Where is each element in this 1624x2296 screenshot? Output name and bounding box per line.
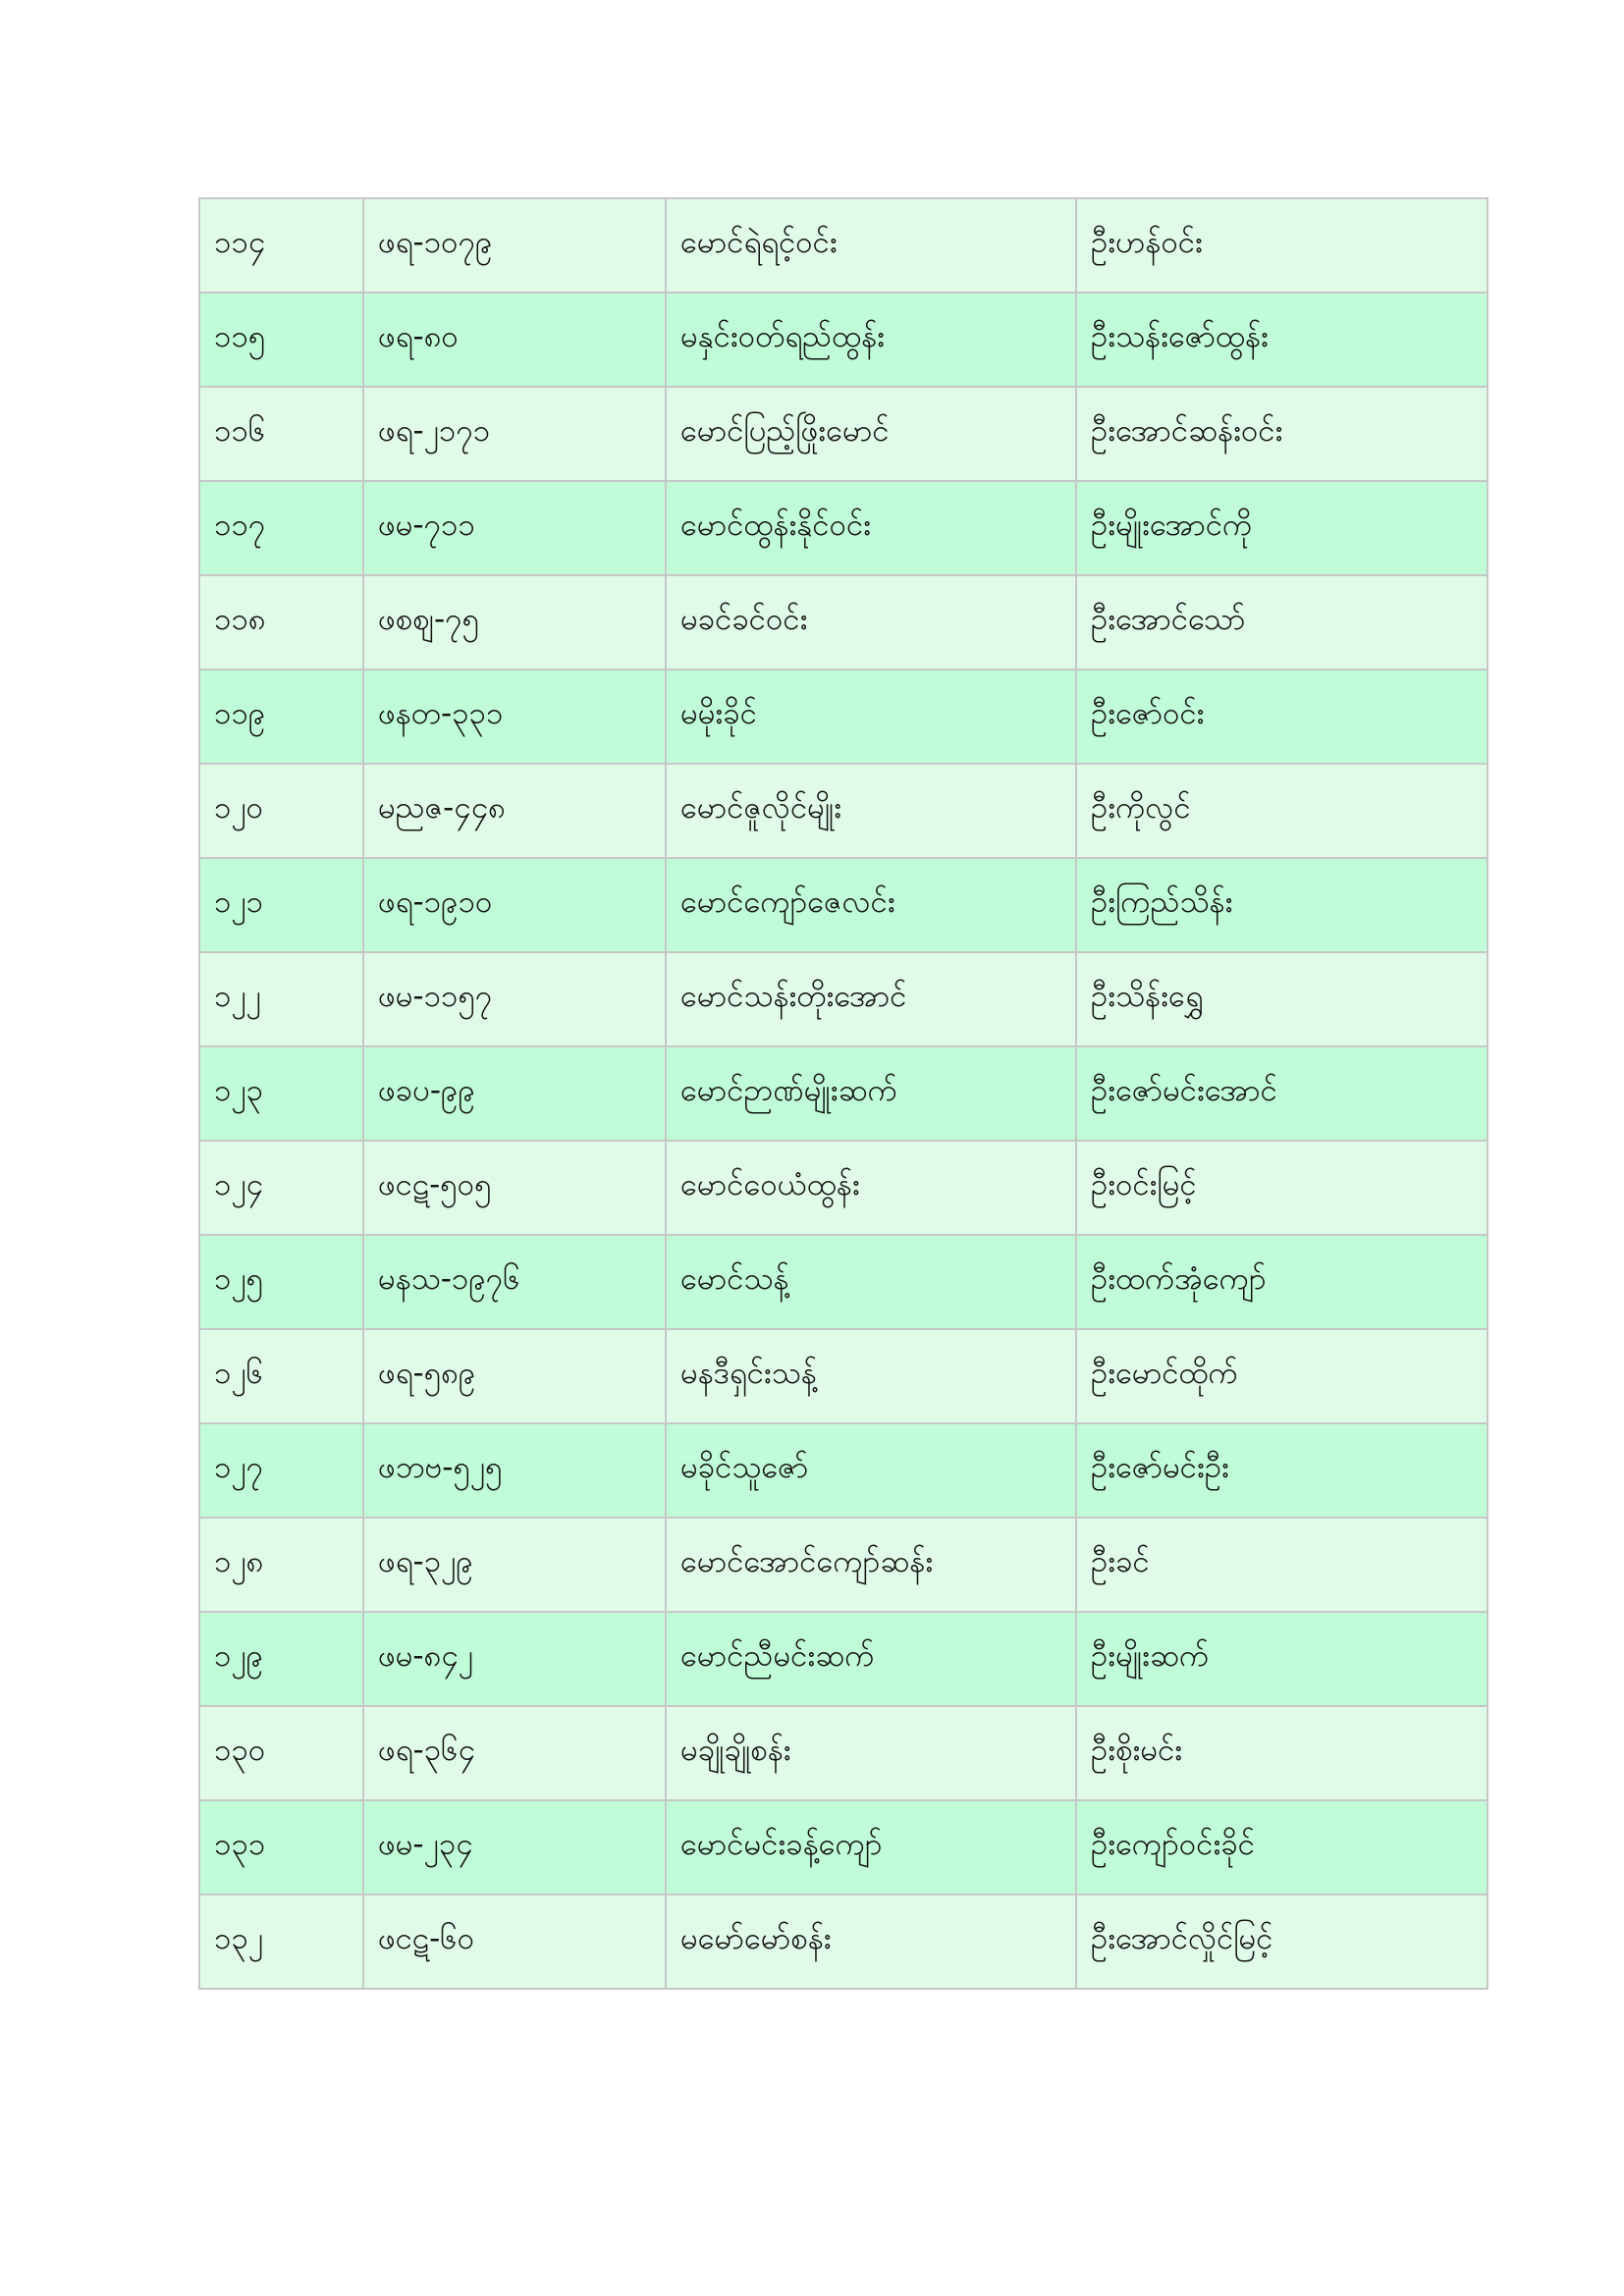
father-name-cell: ဦးကျော်ဝင်းခိုင် [1076, 1800, 1488, 1895]
id-number-cell: ဖရ-၂၁၇၁ [363, 387, 666, 481]
father-name-cell: ဦးဝင်းမြင့် [1076, 1141, 1488, 1235]
row-number-cell: ၁၁၄ [199, 198, 363, 293]
id-number-cell: ဖမ-၇၁၁ [363, 481, 666, 575]
table-row [199, 952, 1488, 1046]
table-row [199, 293, 1488, 387]
table-row [199, 1800, 1488, 1895]
row-number-cell: ၁၂၉ [199, 1612, 363, 1706]
row-number-cell: ၁၁၇ [199, 481, 363, 575]
row-number-cell: ၁၂၀ [199, 764, 363, 858]
student-name-cell: မနှင်းဝတ်ရည်ထွန်း [666, 293, 1076, 387]
father-name-cell: ဦးသန်းဇော်ထွန်း [1076, 293, 1488, 387]
student-name-cell: မောင်ရဲရင့်ဝင်း [666, 198, 1076, 293]
id-number-cell: ဖမ-၁၁၅၇ [363, 952, 666, 1046]
row-number-cell: ၁၃၂ [199, 1895, 363, 1989]
student-roster-table [198, 197, 1489, 1990]
table-row [199, 764, 1488, 858]
father-name-cell: ဦးကြည်သိန်း [1076, 858, 1488, 952]
table-row [199, 1518, 1488, 1612]
table-row [199, 1046, 1488, 1141]
student-name-cell: မခိုင်သူဇော် [666, 1423, 1076, 1518]
id-number-cell: မညဇ-၄၄၈ [363, 764, 666, 858]
student-name-cell: မနဒီရှင်းသန့် [666, 1329, 1076, 1423]
student-name-cell: မမော်မော်စန်း [666, 1895, 1076, 1989]
row-number-cell: ၁၂၃ [199, 1046, 363, 1141]
table-row [199, 1706, 1488, 1800]
id-number-cell: ဖငဋ-၆၀ [363, 1895, 666, 1989]
student-name-cell: မချိုချိုစန်း [666, 1706, 1076, 1800]
roster-body [199, 198, 1488, 1989]
table-row [199, 1235, 1488, 1329]
table-row [199, 198, 1488, 293]
father-name-cell: ဦးအောင်ဆန်းဝင်း [1076, 387, 1488, 481]
id-number-cell: ဖရ-၈၀ [363, 293, 666, 387]
id-number-cell: ဖစဈ-၇၅ [363, 575, 666, 669]
row-number-cell: ၁၂၇ [199, 1423, 363, 1518]
father-name-cell: ဦးမောင်ထိုက် [1076, 1329, 1488, 1423]
id-number-cell: ဖမ-၈၄၂ [363, 1612, 666, 1706]
student-name-cell: မောင်ဇူလိုင်မျိုး [666, 764, 1076, 858]
father-name-cell: ဦးထက်အုံကျော် [1076, 1235, 1488, 1329]
student-name-cell: မောင်ပြည့်ဖြိုးမောင် [666, 387, 1076, 481]
id-number-cell: ဖနတ-၃၃၁ [363, 669, 666, 764]
row-number-cell: ၁၂၅ [199, 1235, 363, 1329]
table-row [199, 481, 1488, 575]
student-name-cell: မောင်ဉာဏ်မျိုးဆက် [666, 1046, 1076, 1141]
row-number-cell: ၁၂၁ [199, 858, 363, 952]
row-number-cell: ၁၂၆ [199, 1329, 363, 1423]
student-name-cell: မောင်ဝေယံထွန်း [666, 1141, 1076, 1235]
father-name-cell: ဦးဇော်ဝင်း [1076, 669, 1488, 764]
id-number-cell: မနသ-၁၉၇၆ [363, 1235, 666, 1329]
table-row [199, 575, 1488, 669]
id-number-cell: ဖမ-၂၃၄ [363, 1800, 666, 1895]
student-name-cell: မောင်ညီမင်းဆက် [666, 1612, 1076, 1706]
row-number-cell: ၁၁၈ [199, 575, 363, 669]
id-number-cell: ဖရ-၃၂၉ [363, 1518, 666, 1612]
table-row [199, 1895, 1488, 1989]
table-row [199, 1423, 1488, 1518]
father-name-cell: ဦးမျိုးအောင်ကို [1076, 481, 1488, 575]
id-number-cell: ဖငဋ-၅၀၅ [363, 1141, 666, 1235]
row-number-cell: ၁၁၅ [199, 293, 363, 387]
row-number-cell: ၁၃၁ [199, 1800, 363, 1895]
father-name-cell: ဦးအောင်သော် [1076, 575, 1488, 669]
student-name-cell: မခင်ခင်ဝင်း [666, 575, 1076, 669]
father-name-cell: ဦးခင် [1076, 1518, 1488, 1612]
row-number-cell: ၁၁၉ [199, 669, 363, 764]
id-number-cell: ဖရ-၃၆၄ [363, 1706, 666, 1800]
father-name-cell: ဦးအောင်လှိုင်မြင့် [1076, 1895, 1488, 1989]
id-number-cell: ဖခပ-၉၉ [363, 1046, 666, 1141]
student-name-cell: မောင်အောင်ကျော်ဆန်း [666, 1518, 1076, 1612]
table-row [199, 669, 1488, 764]
table-row [199, 858, 1488, 952]
father-name-cell: ဦးကိုလွင် [1076, 764, 1488, 858]
row-number-cell: ၁၃၀ [199, 1706, 363, 1800]
student-name-cell: မောင်သန်းတိုးအောင် [666, 952, 1076, 1046]
father-name-cell: ဦးဇော်မင်းဦး [1076, 1423, 1488, 1518]
table-row [199, 1612, 1488, 1706]
id-number-cell: ဖဘဗ-၅၂၅ [363, 1423, 666, 1518]
id-number-cell: ဖရ-၁၉၁၀ [363, 858, 666, 952]
id-number-cell: ဖရ-၁၀၇၉ [363, 198, 666, 293]
student-name-cell: မောင်ထွန်းနိုင်ဝင်း [666, 481, 1076, 575]
father-name-cell: ဦးမျိုးဆက် [1076, 1612, 1488, 1706]
id-number-cell: ဖရ-၅၈၉ [363, 1329, 666, 1423]
row-number-cell: ၁၂၈ [199, 1518, 363, 1612]
father-name-cell: ဦးဟန်ဝင်း [1076, 198, 1488, 293]
student-name-cell: မောင်မင်းခန့်ကျော် [666, 1800, 1076, 1895]
student-name-cell: မမိုးခိုင် [666, 669, 1076, 764]
row-number-cell: ၁၁၆ [199, 387, 363, 481]
father-name-cell: ဦးစိုးမင်း [1076, 1706, 1488, 1800]
row-number-cell: ၁၂၂ [199, 952, 363, 1046]
student-name-cell: မောင်သန့် [666, 1235, 1076, 1329]
table-row [199, 1141, 1488, 1235]
row-number-cell: ၁၂၄ [199, 1141, 363, 1235]
table-row [199, 387, 1488, 481]
student-name-cell: မောင်ကျော်ဇေလင်း [666, 858, 1076, 952]
father-name-cell: ဦးသိန်းရွှေ [1076, 952, 1488, 1046]
father-name-cell: ဦးဇော်မင်းအောင် [1076, 1046, 1488, 1141]
table-row [199, 1329, 1488, 1423]
